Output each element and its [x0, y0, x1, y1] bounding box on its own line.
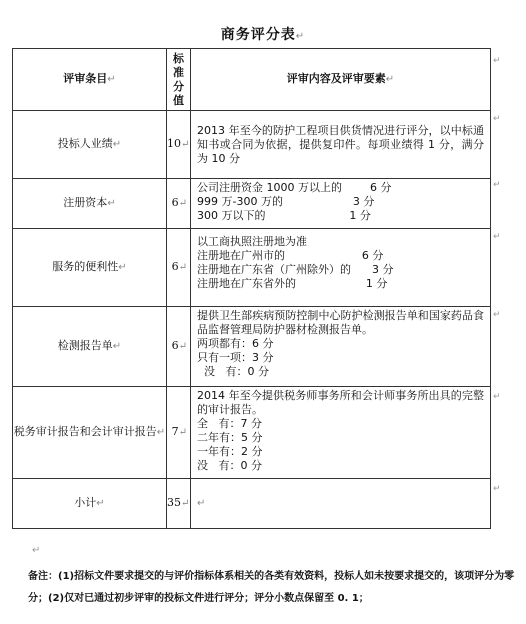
row-score: 6↵	[167, 179, 191, 229]
row-content: ↵	[191, 479, 491, 529]
table-row	[13, 307, 491, 387]
row-end-mark: ↵	[493, 310, 501, 320]
paragraph-mark: ↵	[32, 545, 41, 556]
row-content: 2013 年至今的防护工程项目供货情况进行评分，以中标通知书或合同为依据，提供复印件。每项业绩得 1 分，满分为 10 分	[191, 111, 491, 179]
row-item: 检测报告单↵	[13, 307, 167, 387]
row-end-mark: ↵	[493, 232, 501, 242]
row-score: 7↵	[167, 387, 191, 479]
header-score: 标 准 分 值	[167, 49, 191, 111]
row-item: 注册资本↵	[13, 179, 167, 229]
row-item: 税务审计报告和会计审计报告↵	[13, 387, 167, 479]
table-row	[13, 179, 491, 229]
row-item: 小计↵	[13, 479, 167, 529]
row-score: 35↵	[167, 479, 191, 529]
score-table	[12, 48, 491, 529]
footnote: 备注：(1)招标文件要求提交的与评价指标体系相关的各类有效资料，投标人如未按要求提交的，该项评分为零分；(2)仅对已通过初步评审的投标文件进行评分；评分小数点保留至 0. 1；	[28, 571, 515, 604]
row-content: 公司注册资金 1000 万以上的 6 分 999 万-300 万的 3 分 300 万以下的 1 分	[191, 179, 491, 229]
row-item: 服务的便利性↵	[13, 229, 167, 307]
row-content: 以工商执照注册地为准 注册地在广州市的 6 分 注册地在广东省（广州除外）的 3 分 注册地在广东省外的 1 分	[191, 229, 491, 307]
row-score: 6↵	[167, 307, 191, 387]
row-content: 提供卫生部疾病预防控制中心防护检测报告单和国家药品食品监督管理局防护器材检测报告单。 两项都有：6 分 只有一项：3 分 没 有：0 分	[191, 307, 491, 387]
row-end-mark: ↵	[493, 114, 501, 124]
header-content: 评审内容及评审要素↵	[191, 49, 491, 111]
row-item: 投标人业绩↵	[13, 111, 167, 179]
table-row	[13, 229, 491, 307]
row-end-mark: ↵	[493, 180, 501, 190]
table-row	[13, 111, 491, 179]
row-end-mark: ↵	[493, 392, 501, 402]
row-score: 10↵	[167, 111, 191, 179]
table-header-row	[13, 49, 491, 111]
page-title: 商务评分表↵	[220, 27, 306, 43]
row-content: 2014 年至今提供税务师事务所和会计师事务所出具的完整的审计报告。 全 有：7 分 二年有：5 分 一年有：2 分 没 有：0 分	[191, 387, 491, 479]
header-item: 评审条目↵	[13, 49, 167, 111]
table-row-subtotal	[13, 479, 491, 529]
table-row	[13, 387, 491, 479]
row-score: 6↵	[167, 229, 191, 307]
row-end-mark: ↵	[493, 56, 501, 66]
row-end-mark: ↵	[493, 484, 501, 494]
